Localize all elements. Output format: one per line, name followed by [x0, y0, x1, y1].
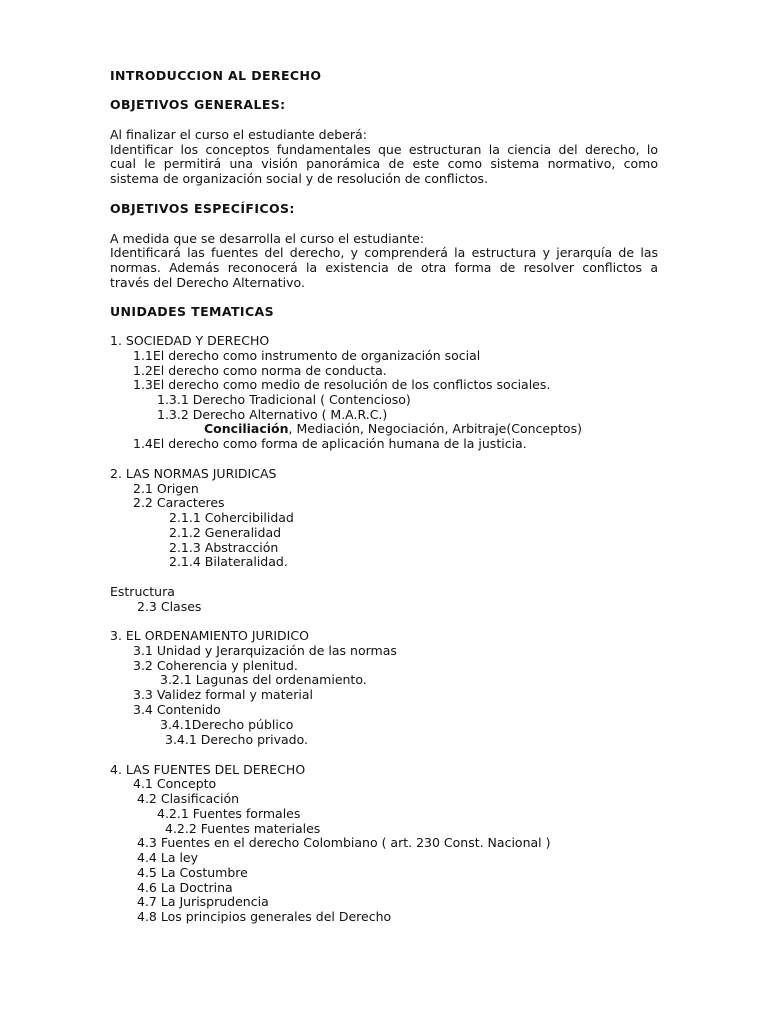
objetivos-especificos-heading: OBJETIVOS ESPECÍFICOS:: [110, 201, 295, 216]
objetivos-generales-line: Identificar los conceptos fundamentales que estructuran la ciencia del derecho, lo: [110, 142, 658, 157]
unit-item: 3.4 Contenido: [133, 702, 221, 717]
unit-item: 3.1 Unidad y Jerarquización de las normas: [133, 643, 397, 658]
objetivos-especificos-line: Identificará las fuentes del derecho, y comprenderá la estructura y jerarquía de las: [110, 245, 658, 260]
unit-item: 1.2El derecho como norma de conducta.: [133, 363, 387, 378]
unit-item: 4.1 Concepto: [133, 776, 217, 791]
unit-subitem: 2.1.3 Abstracción: [169, 540, 279, 555]
unit-subitem: 3.2.1 Lagunas del ordenamiento.: [160, 672, 367, 687]
unit-subitem: 1.3.1 Derecho Tradicional ( Contencioso): [157, 392, 411, 407]
unit-title: 3. EL ORDENAMIENTO JURIDICO: [110, 628, 309, 643]
unit-subitem: 2.1.4 Bilateralidad.: [169, 554, 288, 569]
objetivos-especificos-intro: A medida que se desarrolla el curso el estudiante:: [110, 231, 425, 246]
unit-item: 2.1 Origen: [133, 481, 199, 496]
unit-item: 4.2 Clasificación: [137, 791, 240, 806]
unit-subitem: 1.3.2 Derecho Alternativo ( M.A.R.C.): [157, 407, 388, 422]
unit-item: 2.3 Clases: [137, 599, 202, 614]
unit-subitem: 3.4.1Derecho público: [160, 717, 294, 732]
objetivos-especificos-line: través del Derecho Alternativo.: [110, 275, 305, 290]
unit-item: 2.2 Caracteres: [133, 495, 225, 510]
unit-item: 4.8 Los principios generales del Derecho: [137, 909, 392, 924]
unit-subitem: 4.2.2 Fuentes materiales: [165, 821, 321, 836]
unit-subitem: 2.1.1 Cohercibilidad: [169, 510, 294, 525]
conciliacion-bold: Conciliación: [204, 421, 289, 436]
unit-title: 2. LAS NORMAS JURIDICAS: [110, 466, 277, 481]
unit-item: 3.2 Coherencia y plenitud.: [133, 658, 298, 673]
unit-subitem: 4.2.1 Fuentes formales: [157, 806, 301, 821]
unit-title: 1. SOCIEDAD Y DERECHO: [110, 333, 270, 348]
unit-item: 3.3 Validez formal y material: [133, 687, 313, 702]
unit-title: 4. LAS FUENTES DEL DERECHO: [110, 762, 306, 777]
unit-item: 1.1El derecho como instrumento de organización social: [133, 348, 481, 363]
objetivos-generales-line: sistema de organización social y de resolución de conflictos.: [110, 171, 489, 186]
unit-subitem: 3.4.1 Derecho privado.: [165, 732, 309, 747]
unit-item: 1.3El derecho como medio de resolución de los conflictos sociales.: [133, 377, 551, 392]
unit-item: 4.6 La Doctrina: [137, 880, 233, 895]
unit-item: 4.7 La Jurisprudencia: [137, 894, 269, 909]
objetivos-generales-line: cual le permitirá una visión panorámica de este como sistema normativo, como: [110, 156, 658, 171]
estructura-label: Estructura: [110, 584, 175, 599]
conciliacion-rest: , Mediación, Negociación, Arbitraje(Conceptos): [288, 421, 582, 436]
unidades-heading: UNIDADES TEMATICAS: [110, 304, 275, 319]
document-title: INTRODUCCION AL DERECHO: [110, 68, 322, 83]
unit-subitem-detail: [204, 422, 582, 437]
unit-item: 1.4El derecho como forma de aplicación humana de la justicia.: [133, 436, 527, 451]
objetivos-generales-intro: Al finalizar el curso el estudiante deberá:: [110, 127, 367, 142]
unit-item: 4.4 La ley: [137, 850, 199, 865]
unit-item: 4.5 La Costumbre: [137, 865, 248, 880]
objetivos-generales-heading: OBJETIVOS GENERALES:: [110, 97, 286, 112]
objetivos-especificos-line: normas. Además reconocerá la existencia de otra forma de resolver conflictos a: [110, 260, 658, 275]
unit-item: 4.3 Fuentes en el derecho Colombiano ( art. 230 Const. Nacional ): [137, 835, 551, 850]
unit-subitem: 2.1.2 Generalidad: [169, 525, 282, 540]
